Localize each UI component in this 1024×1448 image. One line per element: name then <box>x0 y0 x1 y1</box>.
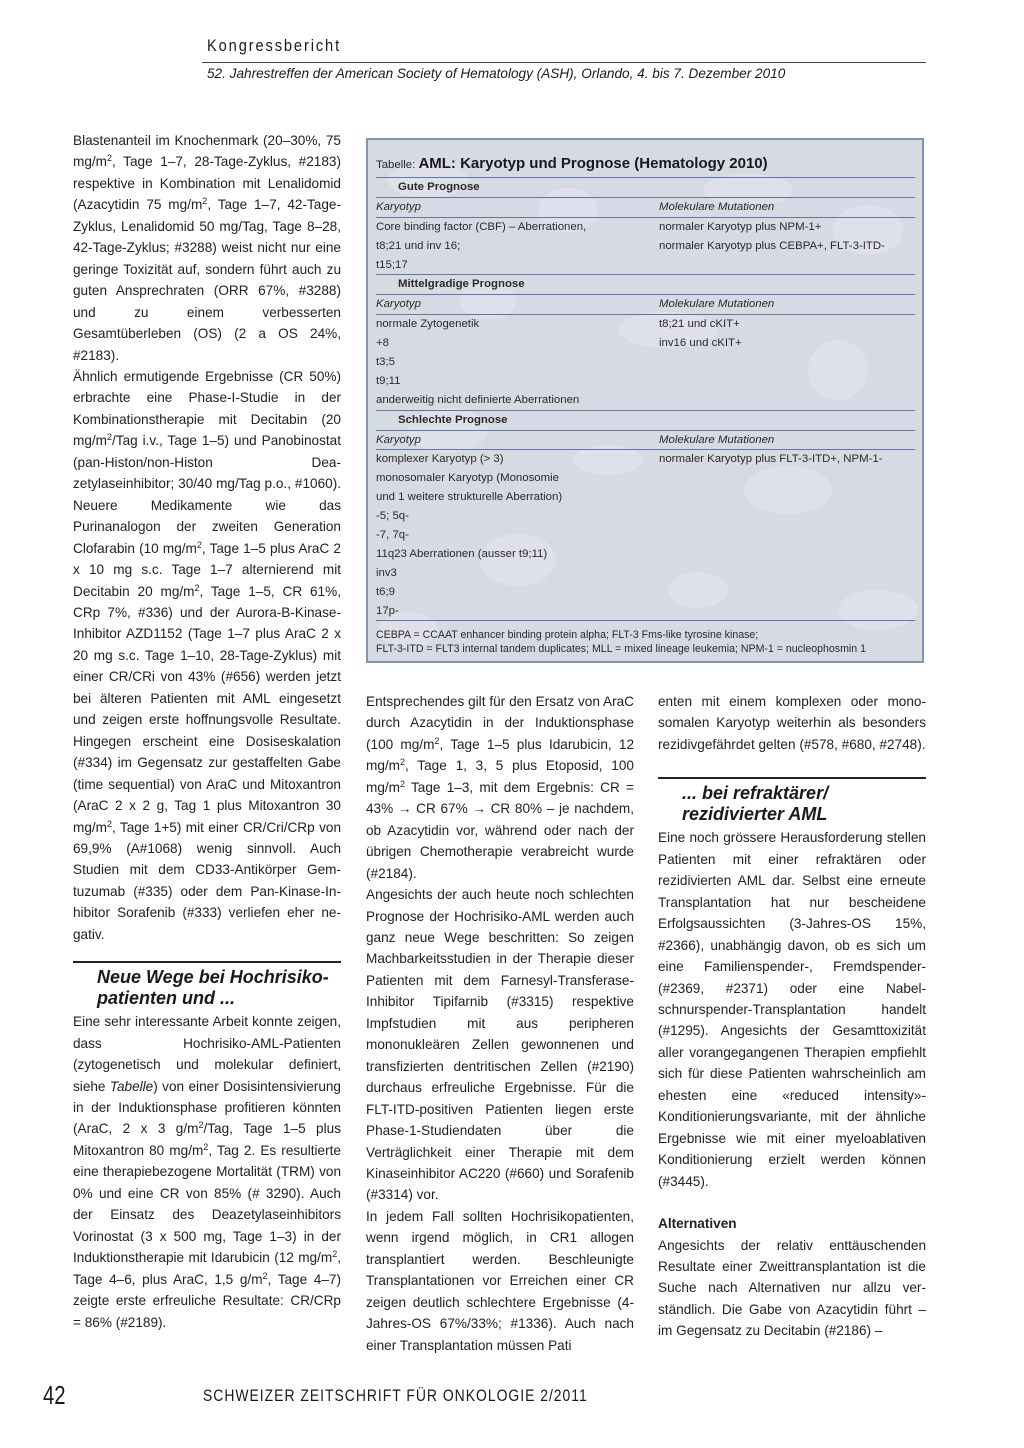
text: Blastenanteil im Knochenmark (20–30%, 75 mg/m <box>73 133 341 170</box>
col-header-karyotyp: Karyotyp <box>376 200 421 213</box>
table-row <box>376 218 915 237</box>
group-heading-poor: Schlechte Prognose <box>398 413 508 426</box>
cell-mutation <box>659 564 915 583</box>
superscript: 2 <box>203 1141 209 1152</box>
table-row <box>376 391 915 410</box>
cell-mutation <box>659 256 915 275</box>
table-row <box>376 353 915 372</box>
cell-karyotyp: t15;17 <box>376 258 408 271</box>
cell-mutation: normaler Karyotyp plus CEBPA+, FLT-3-ITD- <box>659 239 885 252</box>
table-row <box>376 488 915 507</box>
text: Ähnlich ermutigende Ergebnisse (CR 50%) erbrachte eine Phase-I-Studie in der Kombinationstherapie mit Decitabin (20 mg/m <box>73 368 341 449</box>
cell-karyotyp: normale Zytogenetik <box>376 318 480 331</box>
cell-karyotyp: 11q23 Aberrationen (ausser t9;11) <box>376 547 548 560</box>
conference-subtitle: 52. Jahrestreffen der American Society of Hematology (ASH), Orlando, 4. bis 7. Dezember 2010 <box>207 66 786 81</box>
cell-mutation: t8;21 und cKIT+ <box>659 318 740 331</box>
superscript: 2 <box>332 1249 338 1260</box>
table-title <box>376 154 915 177</box>
text: , Tage 1–5, CR 61%, CRp 7%, #336) und der Aurora-B-Kinase-Inhibitor AZD1152 (Tage 1–7 plus AraC 2 x 20 mg s.c. Tage 1–10, 28-Tage-Zyklus) mit einer CR/CRi von 43% (#656) werden jetzt bei älteren Patienten mit AML eingesetzt und zeigen erste hoffnungsvolle Resultate. Hingegen erscheint eine Dosiseskalation (#334) im Gegensatz zur gestaffelten Gabe (time sequential) von AraC und Mitoxantron (AraC 2 x 2 g, Tag 1 plus Mitoxantron 30 mg/m <box>73 583 341 835</box>
group-heading-intermediate: Mittelgradige Prognose <box>398 278 525 291</box>
text: , Tage 1, 3, 5 plus Etoposid, 100 mg/m <box>366 758 634 795</box>
table-reference: Tabelle <box>109 1078 154 1094</box>
paragraph: Eine noch grössere Herausforderung stellen Patienten mit einer refraktären oder rezidivierten AML dar. Selbst eine erneute Transplantation hat nur bescheidene Erfolgsaussichten (3-Jahres-OS 15%, #2366), unabhängig davon, ob es sich um eine Familienspender-, Fremdspender- (#2369, #2371) oder eine Nabelschnurspender-Transplantation handelt (#1295). Angesichts der Gesamttoxizität aller vorangegangenen Therapien empfiehlt sich für diese Patienten wahrscheinlich am ehesten eine «reduced intensity»-Konditionierungsvariante, mit der ähnliche Ergebnisse wie mit einer myeloablativen Konditionierung erzielt werden können (#3445). <box>658 830 926 1189</box>
section-divider <box>658 777 926 779</box>
text: Entsprechendes gilt für den Ersatz von AraC durch Azacytidin in der Induktionsphase (100 mg/m <box>366 694 634 752</box>
table-row <box>376 372 915 391</box>
section-heading-refraktaer: ... bei refraktärer/ rezidivierter AML <box>682 783 829 825</box>
superscript: 2 <box>399 757 405 768</box>
cell-mutation <box>659 507 915 526</box>
superscript: 2 <box>196 539 202 550</box>
superscript: 2 <box>194 582 200 593</box>
superscript: 2 <box>202 196 208 207</box>
text: Eine sehr interessante Arbeit konnte zeigen, dass Hochrisiko-AML-Patienten (zytogenetisch und molekular definiert, siehe <box>73 1014 341 1094</box>
cell-mutation <box>659 545 915 564</box>
cell-karyotyp: monosomaler Karyotyp (Monosomie <box>376 472 559 485</box>
paragraph: Angesichts der relativ enttäuschenden Resultate einer Zweittransplantation ist die Suche nach Alternativen nur allzu verständlich. Die Gabe von Azacytidin führt – im Gegensatz zu Decitabin (#2186) – <box>658 1237 926 1339</box>
karyotype-prognosis-table <box>366 138 924 663</box>
cell-mutation: normaler Karyotyp plus NPM-1+ <box>659 220 822 233</box>
col-header-mutationen: Molekulare Mutationen <box>659 200 775 213</box>
superscript: 2 <box>399 778 405 789</box>
cell-karyotyp: t6;9 <box>376 585 395 598</box>
text: Tage 1–3, mit dem Ergebnis: CR = 43% → CR 67% → CR 80% – je nachdem, ob Azacytidin vor, während oder nach der übrigen Chemotherapie verabreicht wurde (#2184). <box>366 779 634 881</box>
paragraph: Angesichts der auch heute noch schlechten Prognose der Hochrisiko-AML werden auch ganz neue Wege beschritten: So zeigen Machbarkeitsstudien in der Therapie dieser Patienten mit dem Farnesyl-Transferase-Inhibitor Tipifarnib (#3315) respektive Impfstudien mit aus peripheren mononukleären Zellen gewonnenen und transfizierten dentritischen Zellen (#2190) durchaus erfreuliche Ergebnisse. Für die FLT-ITD-positiven Patienten liegen erste Phase-1-Studiendaten über die Verträglichkeit einer Therapie mit dem Kinaseinhibitor AC220 (#660) und Sorafenib (#3314) vor. <box>366 887 634 1203</box>
subheading-alternativen: Alternativen <box>658 1216 737 1232</box>
middle-column <box>366 691 634 1356</box>
text: , Tage 1–5 plus AraC 2 x 10 mg s.c. Tage 1–7 alternierend mit Decitabin 20 mg/m <box>73 540 341 599</box>
cell-karyotyp: komplexer Karyotyp (> 3) <box>376 453 504 466</box>
table-rule <box>376 620 915 621</box>
col-header-karyotyp: Karyotyp <box>376 298 421 311</box>
cell-mutation <box>659 353 915 372</box>
cell-karyotyp: -7, 7q- <box>376 529 409 542</box>
cell-karyotyp: +8 <box>376 337 389 350</box>
paragraph: enten mit einem komplexen oder monosomalen Karyotyp weiterhin als besonders rezidivgefährdet gelten (#578, #680, #2748). <box>658 694 926 752</box>
column-headers <box>376 198 915 217</box>
cell-mutation: normaler Karyotyp plus FLT-3-ITD+, NPM-1- <box>659 453 883 466</box>
superscript: 2 <box>262 1270 268 1281</box>
paragraph <box>366 691 634 884</box>
cell-karyotyp: und 1 weitere strukturelle Aberration) <box>376 491 563 504</box>
cell-mutation <box>659 583 915 602</box>
cell-mutation: inv16 und cKIT+ <box>659 337 742 350</box>
table-row <box>376 545 915 564</box>
paragraph <box>73 130 341 366</box>
table-row <box>376 237 915 256</box>
table-row <box>376 526 915 545</box>
table-row <box>376 256 915 275</box>
superscript: 2 <box>106 432 112 443</box>
superscript: 2 <box>198 1120 204 1131</box>
group-heading-good: Gute Prognose <box>398 181 480 193</box>
cell-karyotyp: -5; 5q- <box>376 510 409 523</box>
paragraph: In jedem Fall sollten Hochrisikopatienten, wenn irgend möglich, in CR1 allogen transplantiert werden. Beschleunigte Transplantationen vor Erreichen einer CR zeigen deutlich schlechtere Ergebnisse (4-Jahres-OS 67%/33%; #1336). Auch nach einer Transplantation müssen Pati <box>366 1208 634 1353</box>
text: , Tage 1–5 plus Idarubicin, 12 mg/m <box>366 736 634 774</box>
footnote-line-1: CEBPA = CCAAT enhancer binding protein alpha; FLT-3 Fms-like tyrosine kinase; <box>376 629 759 642</box>
text: /Tag, Tage 1–5 plus Mitoxantron 80 mg/m <box>73 1121 341 1158</box>
text: , Tage 4–6, plus AraC, 1,5 g/m <box>73 1250 341 1287</box>
column-headers <box>376 295 915 314</box>
col-header-karyotyp: Karyotyp <box>376 433 421 446</box>
left-column <box>73 130 341 1333</box>
text: , Tage 1–7, 42-Tage-Zyklus, Lenalidomid 50 mg/Tag, Tage 8–28, 42-Tage-Zyklus; #3288) weist nicht nur eine geringe Toxizität auf, sondern führt auch zu guten Ansprechraten (ORR 67%, #3288) und zu einem verbesserten Gesamtüberleben (OS) (2 a OS 24%, #2183). <box>73 197 341 363</box>
superscript: 2 <box>434 735 440 746</box>
cell-mutation <box>659 602 915 621</box>
table-row <box>376 450 915 469</box>
table-row <box>376 602 915 621</box>
text: , Tage 1–7, 28-Tage-Zyklus, #2183) respektive in Kombination mit Lenalidomid (Azacytidin 75 mg/m <box>73 154 341 213</box>
section-divider <box>73 961 341 963</box>
text: , Tage 1+5) mit einer CR/Cri/CRp von 69,9% (A#1068) wenig sinnvoll. Auch Studien mit dem CD33-Antikörper Gemtuzumab (#335) oder dem Pan-Kinase-Inhibitor Sorafenib (#333) verliefen eher negativ. <box>73 819 341 942</box>
col-header-mutationen: Molekulare Mutationen <box>659 298 775 311</box>
table-row <box>376 583 915 602</box>
paragraph <box>73 366 341 945</box>
journal-name: SCHWEIZER ZEITSCHRIFT FÜR ONKOLOGIE 2/2011 <box>203 1386 588 1405</box>
cell-karyotyp: t8;21 und inv 16; <box>376 239 461 252</box>
cell-karyotyp: t3;5 <box>376 356 395 369</box>
cell-mutation <box>659 469 915 488</box>
table-row <box>376 334 915 353</box>
table-row <box>376 469 915 488</box>
table-label: Tabelle: <box>376 159 416 171</box>
table-row <box>376 564 915 583</box>
text: /Tag i.v., Tage 1–5) und Panobinostat (pan-Histon/non-Histon Deazetylaseinhibitor; 30/40 mg/Tag p.o., #1060). Neuere Medikamente wie das Purinanalogon der zweiten Generation Clofarabin (10 mg/m <box>73 433 341 556</box>
cell-karyotyp: Core binding factor (CBF) – Aberrationen, <box>376 220 587 233</box>
table-row <box>376 507 915 526</box>
section-title: Kongressbericht <box>207 36 342 55</box>
table-row <box>376 315 915 334</box>
cell-karyotyp: inv3 <box>376 566 397 579</box>
cell-karyotyp: anderweitig nicht definierte Aberrationen <box>376 393 580 406</box>
cell-mutation <box>659 391 915 410</box>
text: , Tag 2. Es resultierte eine therapiebezogene Mortalität (TRM) von 0% und eine CR von 85% (# 3290). Auch der Einsatz des Deazetylaseinhibitors Vorinostat (3 x 500 mg, Tage 1–3) in der Induktionstherapie mit Idarubicin (12 mg/m <box>73 1142 341 1266</box>
superscript: 2 <box>106 818 112 829</box>
cell-mutation <box>659 372 915 391</box>
right-column <box>658 691 926 1342</box>
section-heading-hochrisiko: Neue Wege bei Hochrisikopatienten und ... <box>97 967 329 1009</box>
cell-karyotyp: t9;11 <box>376 374 401 387</box>
page-number: 42 <box>43 1380 66 1410</box>
cell-mutation <box>659 488 915 507</box>
text: , Tage 4–7) zeigte erste erfreuliche Resultate: CR/CRp = 86% (#2189). <box>73 1271 341 1330</box>
cell-karyotyp: 17p- <box>376 604 399 617</box>
header-divider <box>202 62 926 63</box>
column-headers <box>376 431 915 450</box>
cell-mutation <box>659 526 915 545</box>
col-header-mutationen: Molekulare Mutationen <box>659 433 775 446</box>
paragraph <box>73 1011 341 1333</box>
table-heading: AML: Karyotyp und Prognose (Hematology 2010) <box>418 155 768 172</box>
footnote-line-2: FLT-3-ITD = FLT3 internal tandem duplicates; MLL = mixed lineage leukemia; NPM-1 = nucleophosmin 1 <box>376 642 866 655</box>
table-footnote <box>376 629 915 656</box>
text: ) von einer Dosisintensivierung in der Induktionsphase profitieren könnten (AraC, 2 x 3 g/m <box>73 1078 341 1137</box>
superscript: 2 <box>106 153 112 164</box>
